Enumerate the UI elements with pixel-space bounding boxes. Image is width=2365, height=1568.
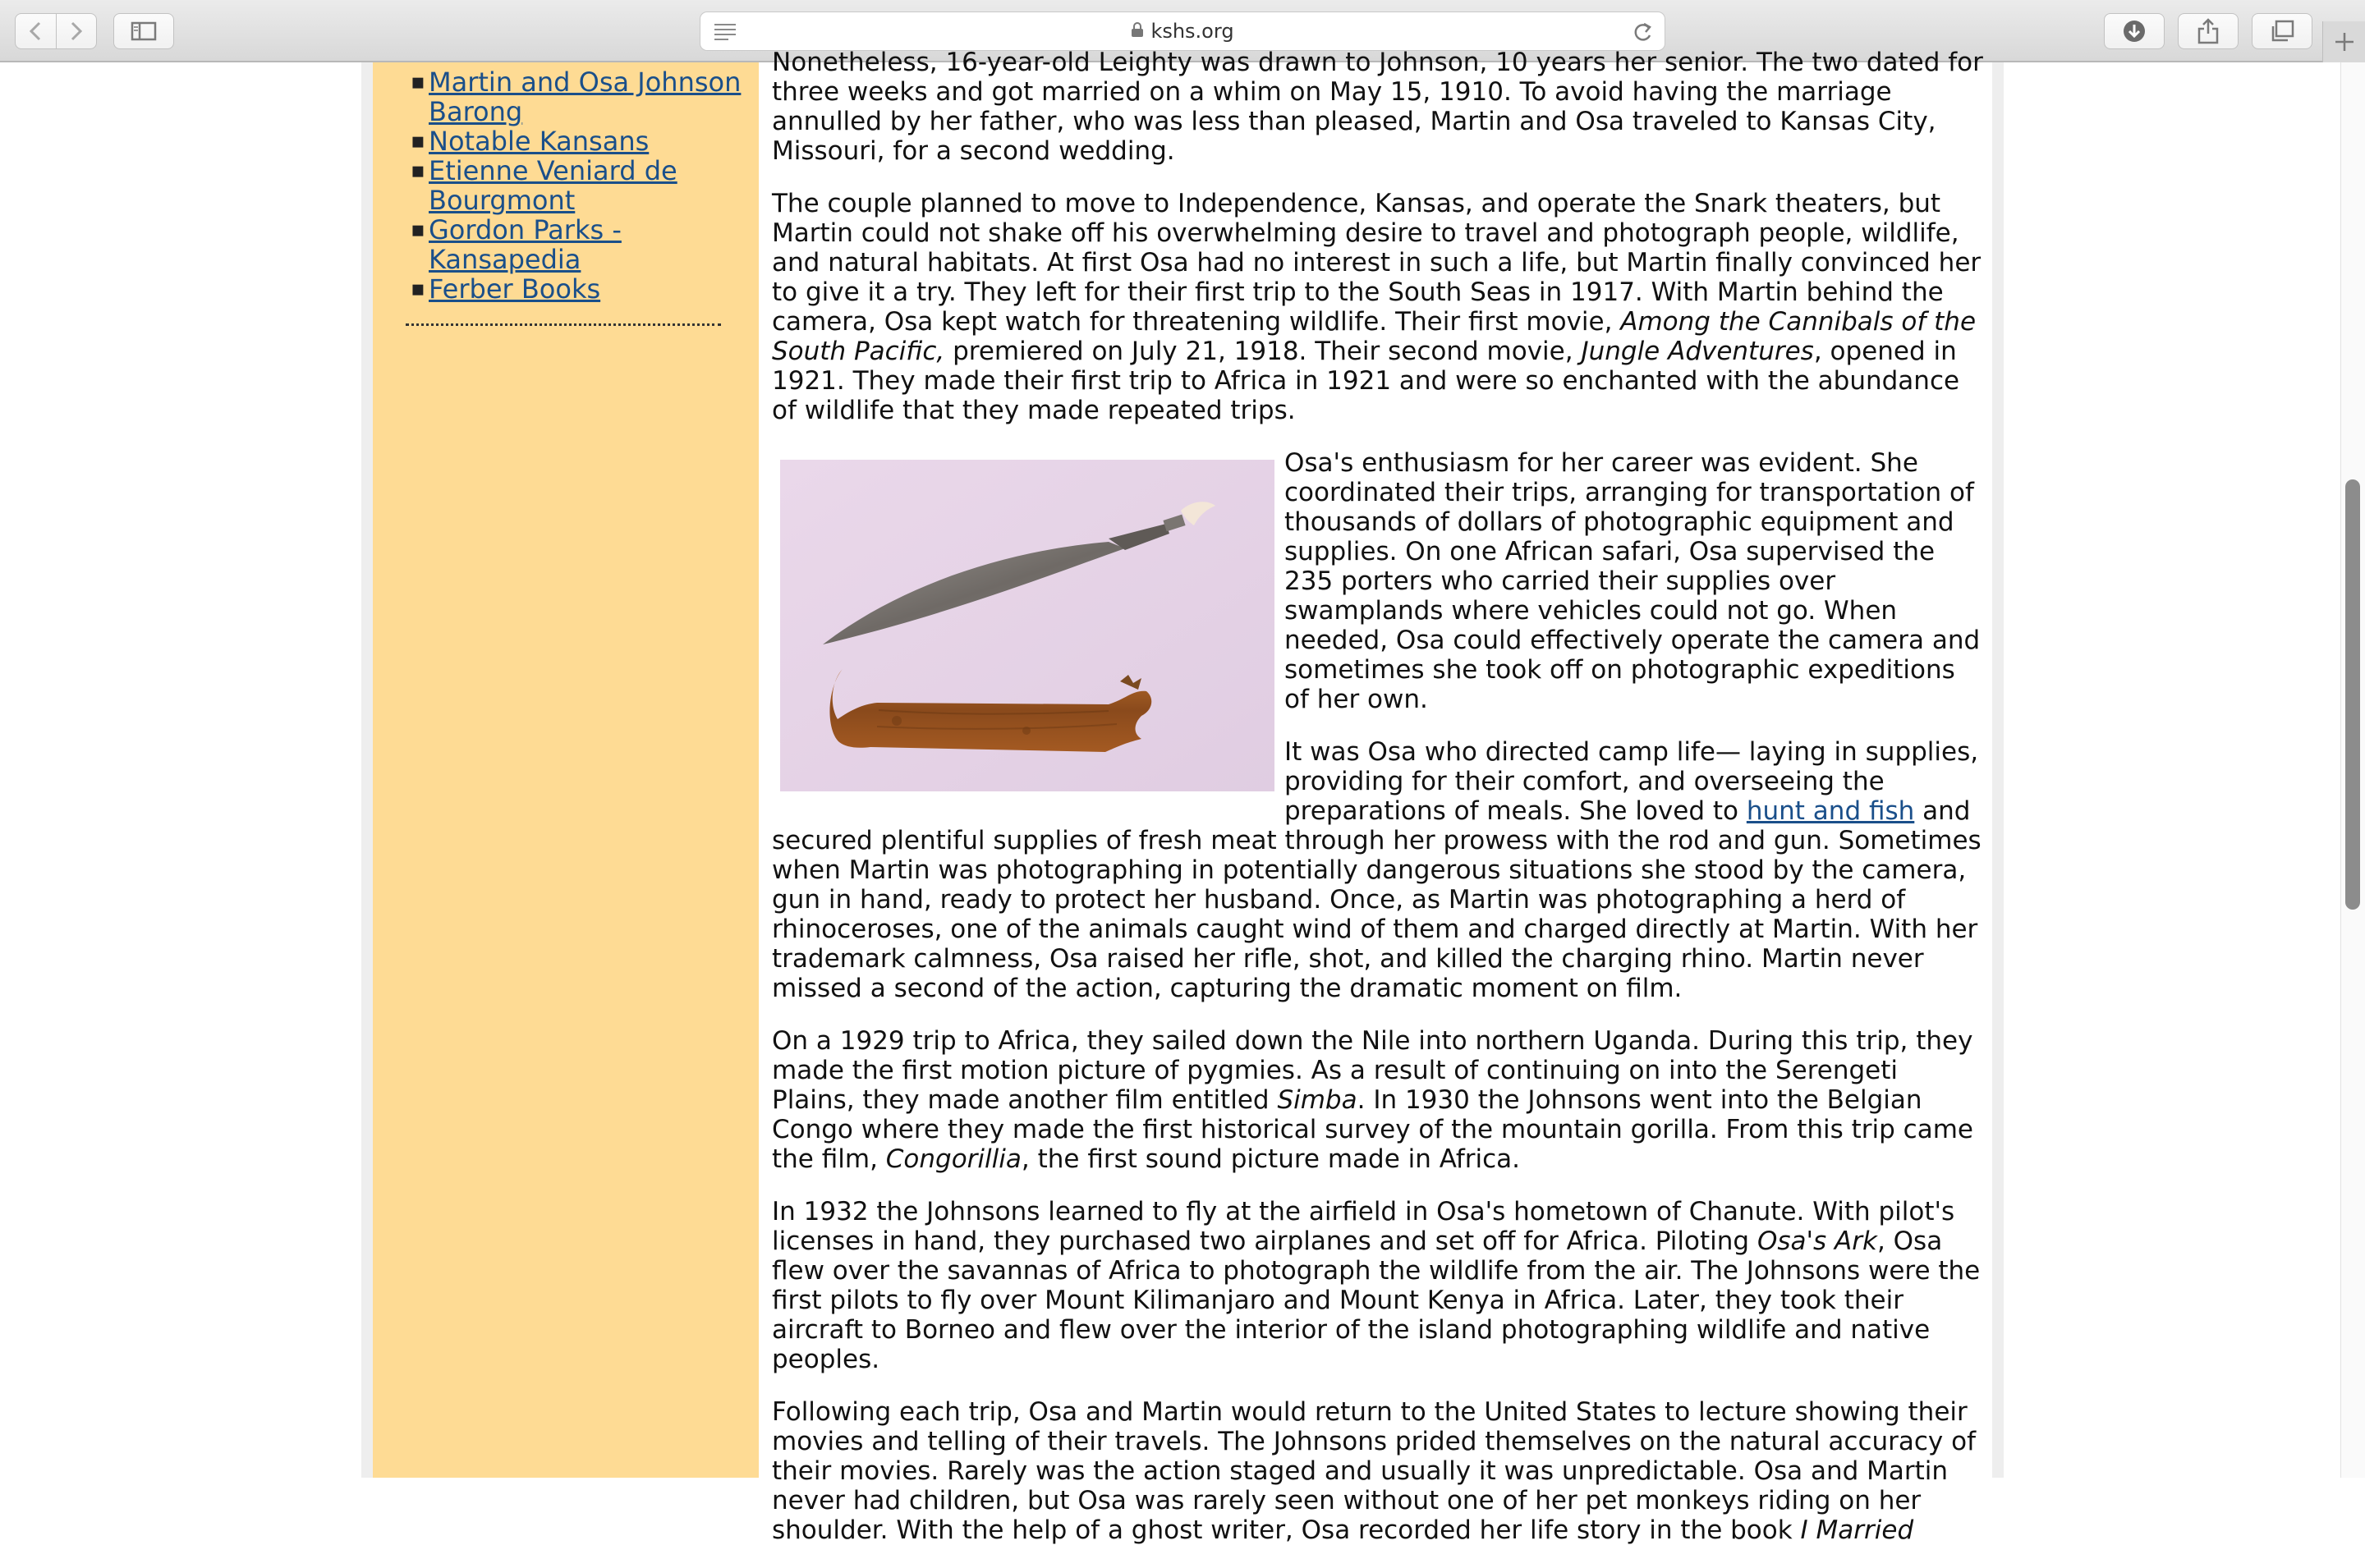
list-item [407, 274, 744, 304]
sidebar-toggle-button[interactable] [113, 13, 174, 49]
chevron-left-icon [28, 21, 43, 42]
paragraph-1929-trip: On a 1929 trip to Africa, they sailed down the Nile into northern Uganda. During this trip, they made the first motion picture of pygmies. As a result of continuing on into the Serengeti Plains, they made another film entitled Simba. In 1930 the Johnsons went into the Belgian Congo where they made the first historical survey of the mountain gorilla. From this trip came the film, Congorillia, the first sound picture made in Africa. [772, 1026, 1973, 1174]
list-item [407, 215, 744, 274]
article-body [772, 48, 1987, 1568]
share-icon [2197, 18, 2220, 44]
bullet-icon: ▪ [411, 129, 425, 154]
movie-title: Jungle Adventures [1581, 337, 1814, 366]
paragraph-osa-enthusiasm: Osa's enthusiasm for her career was evident. She coordinated their trips, arranging for transportation of thousands of dollars of photographic equipment and supplies. On one African safari, Osa supervised the 235 porters who carried their supplies over swamplands where vehicles could not go. When needed, Osa could effectively operate the camera and sometimes she took off on photographic expeditions of her own. [1284, 448, 1981, 714]
article-content [759, 48, 1992, 1545]
sidebar-link-notable-kansans[interactable]: Notable Kansans [429, 126, 650, 157]
sidebar-divider [406, 323, 721, 326]
bullet-icon: ▪ [411, 158, 425, 183]
page-gutter-left [361, 62, 373, 1478]
paragraph-first-movies: The couple planned to move to Independence, Kansas, and operate the Snark theaters, but Martin could not shake off his overwhelming desire to travel and photograph people, wildlife, and natural habitats. At first Osa had no interest in such a life, but Martin finally convinced her to give it a try. They left for their first trip to the South Seas in 1917. With Martin behind the camera, Osa kept watch for threatening wildlife. Their first movie, Among the Cannibals of the South Pacific, premiered on July 21, 1918. Their second movie, Jungle Adventures, opened in 1921. They made their first trip to Africa in 1921 and were so enchanted with the abundance of wildlife that they made repeated trips. [772, 189, 1982, 425]
reload-button[interactable] [1632, 21, 1653, 48]
tabs-overview-button[interactable] [2252, 13, 2312, 49]
paragraph-camp-life: It was Osa who directed camp life— laying in supplies, providing for their comfort, and overseeing the preparations of meals. She loved to hunt and fish and secured plentiful supplies of fresh meat through her prowess with the rod and gun. Sometimes when Martin was photographing in potentially dangerous situations she stood by the camera, gun in hand, ready to protect her husband. Once, as Martin was photographing a herd of rhinoceroses, one of the animals caught wind of them and charged directly at Martin. With her trademark calmness, Osa raised her rifle, shot, and killed the charging rhino. Martin never missed a second of the action, capturing the dramatic moment on film. [772, 737, 1982, 1003]
film-title: Congorillia [885, 1144, 1022, 1174]
bullet-icon: ▪ [411, 70, 425, 94]
sidebar-link-gordon-parks[interactable]: Gordon Parks - Kansapedia [429, 214, 622, 275]
list-item [407, 126, 744, 156]
bullet-icon: ▪ [411, 277, 425, 301]
list-item [407, 67, 744, 126]
bullet-icon: ▪ [411, 218, 425, 242]
list-item [407, 156, 744, 215]
related-links-list [407, 67, 744, 304]
book-title: I Married [1800, 1515, 1914, 1545]
tabs-icon [2270, 20, 2294, 43]
back-button[interactable] [16, 14, 56, 48]
sidebar [373, 62, 759, 1478]
address-bar[interactable] [700, 11, 1665, 51]
history-nav [15, 13, 97, 49]
knife-and-sheath-illustration [780, 460, 1274, 791]
hunt-and-fish-link[interactable]: hunt and fish [1746, 796, 1915, 826]
lock-icon [1131, 20, 1144, 43]
barong-knife-image [780, 460, 1274, 791]
chevron-right-icon [69, 21, 84, 42]
sidebar-icon [131, 21, 157, 41]
address-text: kshs.org [1150, 20, 1234, 43]
paragraph-lectures: Following each trip, Osa and Martin would return to the United States to lecture showing their movies and telling of their travels. The Johnsons prided themselves on the natural accuracy of their movies. Rarely was the action staged and usually it was unpredictable. Osa and Martin never had children, but Osa was rarely seen without one of her pet monkeys riding on her shoulder. With the help of a ghost writer, Osa recorded her life story in the book I Married [772, 1397, 1977, 1545]
paragraph-wedding: Nonetheless, 16-year-old Leighty was drawn to Johnson, 10 years her senior. The two dated for three weeks and got married on a whim on May 15, 1910. To avoid having the marriage annulled by her father, who was less than pleased, Martin and Osa traveled to Kansas City, Missouri, for a second wedding. [772, 48, 1983, 166]
download-icon [2122, 19, 2147, 44]
downloads-button[interactable] [2104, 13, 2165, 49]
sidebar-link-bourgmont[interactable]: Etienne Veniard de Bourgmont [429, 155, 677, 216]
forward-button[interactable] [56, 14, 97, 48]
share-button[interactable] [2178, 13, 2239, 49]
plus-icon [2334, 31, 2355, 53]
airplane-name: Osa's Ark [1757, 1226, 1877, 1256]
scrollbar-thumb[interactable] [2345, 479, 2360, 910]
sidebar-link-martin-osa-barong[interactable]: Martin and Osa Johnson Barong [429, 66, 742, 127]
film-title: Simba [1277, 1085, 1357, 1115]
page-margin-left [0, 62, 361, 1478]
paragraph-1932-flying: In 1932 the Johnsons learned to fly at the airfield in Osa's hometown of Chanute. With pilot's licenses in hand, they purchased two airplanes and set off for Africa. Piloting Osa's Ark, Osa flew over the savannas of Africa to photograph the wildlife from the air. The Johnsons were the first pilots to fly over Mount Kilimanjaro and Mount Kenya in Africa. Later, they took their aircraft to Borneo and flew over the interior of the island photographing wildlife and native peoples. [772, 1197, 1981, 1374]
sidebar-link-ferber-books[interactable]: Ferber Books [429, 273, 601, 305]
new-tab-button[interactable] [2322, 21, 2365, 62]
movie-title: Among the Cannibals of the South Pacific, [772, 307, 1977, 366]
reload-icon [1632, 21, 1653, 44]
page-gutter-right [1992, 62, 2004, 1478]
reader-icon[interactable] [714, 22, 737, 45]
